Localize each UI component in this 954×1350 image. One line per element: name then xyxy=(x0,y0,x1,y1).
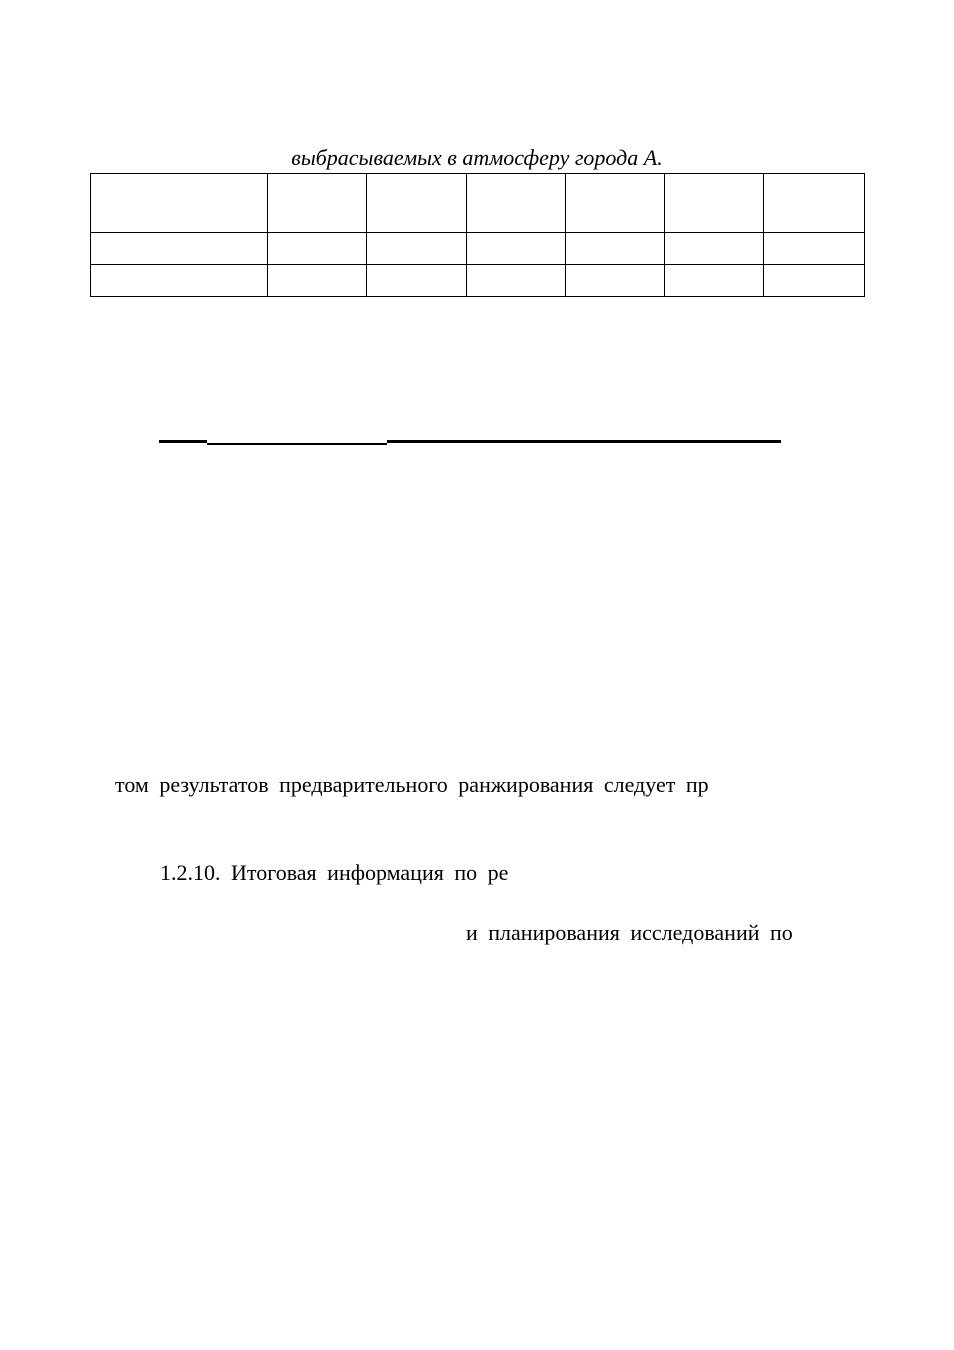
table-cell xyxy=(665,265,764,297)
underline-rule xyxy=(387,440,781,443)
table-cell xyxy=(367,233,467,265)
table-row xyxy=(91,265,865,297)
table-cell xyxy=(268,265,367,297)
table-cell xyxy=(566,174,665,233)
table-cell xyxy=(665,174,764,233)
text-line-planning: и планирования исследований по xyxy=(466,920,793,945)
table-row xyxy=(91,233,865,265)
table-cell xyxy=(764,174,865,233)
underline-rule xyxy=(159,440,207,443)
table-header-row xyxy=(91,174,865,233)
table-cell xyxy=(467,174,566,233)
table-cell xyxy=(367,174,467,233)
text-line-ranking: том результатов предварительного ранжирования следует пр xyxy=(115,772,709,797)
table-cell xyxy=(467,265,566,297)
table-caption: выбрасываемых в атмосферу города А. xyxy=(291,145,663,170)
table-cell xyxy=(566,265,665,297)
table-cell xyxy=(566,233,665,265)
table-cell xyxy=(268,233,367,265)
underline-rule xyxy=(207,443,387,445)
table-cell xyxy=(665,233,764,265)
table-cell xyxy=(91,233,268,265)
data-table xyxy=(90,173,865,297)
table-cell xyxy=(467,233,566,265)
table-cell xyxy=(91,265,268,297)
text-line-section-heading: 1.2.10. Итоговая информация по ре xyxy=(160,860,509,885)
table-cell xyxy=(91,174,268,233)
table-cell xyxy=(764,265,865,297)
table-cell xyxy=(367,265,467,297)
table-cell xyxy=(268,174,367,233)
table-cell xyxy=(764,233,865,265)
